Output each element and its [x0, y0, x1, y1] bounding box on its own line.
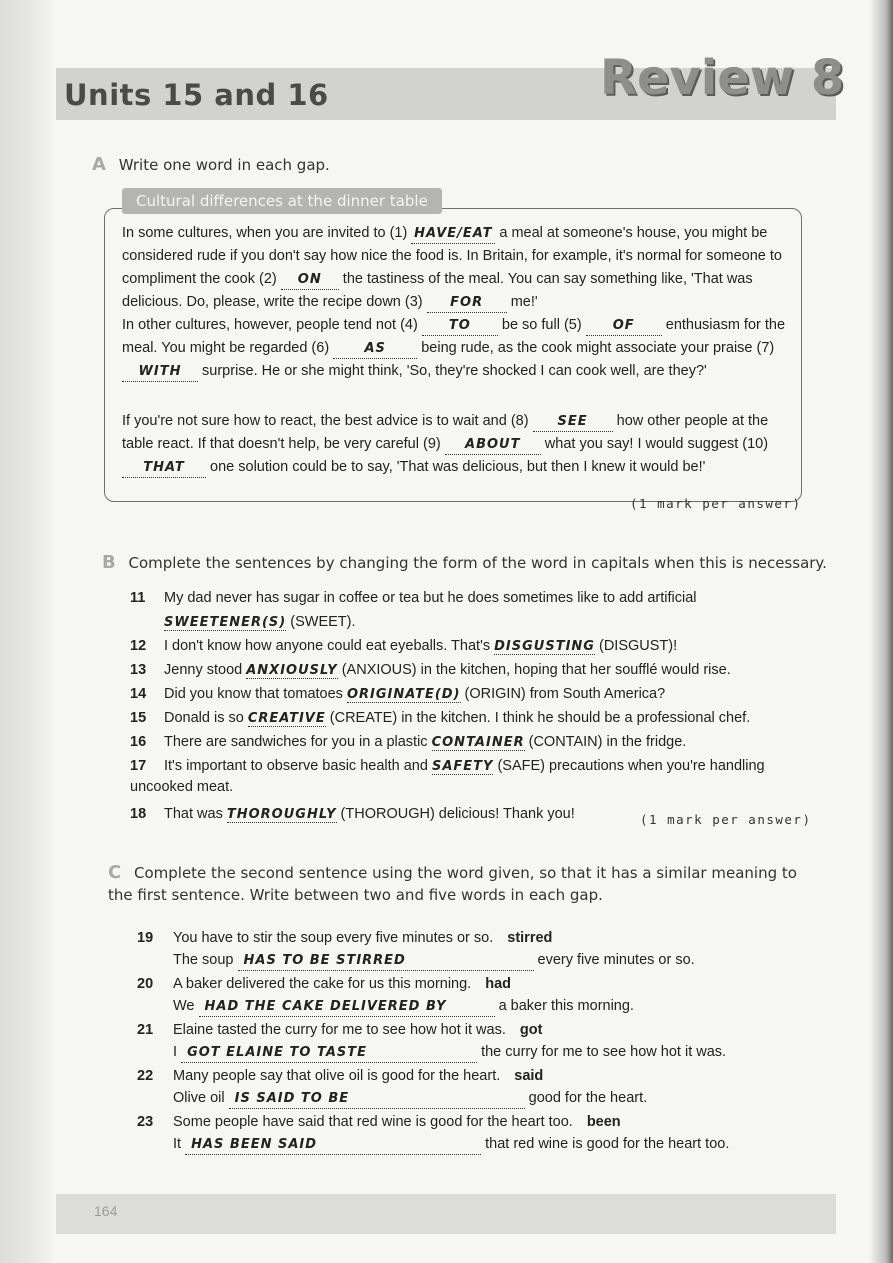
section-b-letter: B: [102, 552, 116, 573]
question-number: 20: [137, 976, 154, 992]
section-c-heading: [108, 862, 798, 906]
sentence-end: good for the heart.: [528, 1090, 648, 1106]
keyword: stirred: [507, 930, 553, 946]
keyword: got: [519, 1022, 543, 1038]
question-number: 23: [137, 1114, 154, 1130]
question-text: (CREATE) in the kitchen. I think he should be a professional chef.: [329, 710, 751, 726]
question-19: [137, 930, 787, 971]
second-sentence: [173, 1044, 787, 1063]
text-segment: surprise. He or she might think, 'So, they're shocked I can cook well, are they?': [202, 363, 707, 379]
question-number: 16: [130, 734, 147, 750]
keyword: been: [586, 1114, 621, 1130]
answer-field[interactable]: HAD THE CAKE DELIVERED BY: [199, 998, 495, 1017]
first-sentence: Many people say that olive oil is good for the heart.: [173, 1068, 501, 1084]
question-number: 12: [130, 638, 147, 654]
question-text: Donald is so: [164, 710, 244, 726]
gap-2[interactable]: ON: [281, 271, 339, 290]
gap-4[interactable]: TO: [422, 317, 498, 336]
second-sentence: [173, 998, 787, 1017]
section-b-instruction: Complete the sentences by changing the form of the word in capitals when this is necessary.: [128, 554, 827, 572]
sentence-start: The soup: [173, 952, 234, 968]
sentence-end: the curry for me to see how hot it was.: [481, 1044, 727, 1060]
paragraph-2: [122, 314, 788, 383]
text-segment: being rude, as the cook might associate your praise (7): [421, 340, 775, 356]
answer-field[interactable]: ANXIOUSLY: [246, 663, 338, 678]
gap-3[interactable]: FOR: [427, 294, 507, 313]
question-15: [130, 708, 800, 729]
question-number: 11: [130, 590, 146, 606]
section-b-marks: (1 mark per answer): [640, 812, 812, 827]
question-number: 19: [137, 930, 154, 946]
sentence-end: a baker this morning.: [498, 998, 634, 1014]
question-14: [130, 684, 800, 705]
gap-8[interactable]: SEE: [533, 413, 613, 432]
review-heading: Review 8: [600, 50, 845, 106]
sentence-start: I: [173, 1044, 178, 1060]
question-text: Did you know that tomatoes: [164, 686, 343, 702]
answer-field[interactable]: ORIGINATE(D): [346, 687, 461, 702]
question-text: There are sandwiches for you in a plastic: [164, 734, 428, 750]
sentence-start: It: [173, 1136, 182, 1152]
answer-field[interactable]: THOROUGHLY: [226, 807, 337, 822]
question-20: [137, 976, 787, 1017]
question-22: [137, 1068, 787, 1109]
question-12: [130, 636, 800, 657]
text-segment: how other people at the table react. If that doesn't help, be very careful (9): [122, 413, 769, 452]
question-text: (CONTAIN) in the fridge.: [528, 734, 687, 750]
section-c-letter: C: [108, 862, 122, 883]
question-number: 18: [130, 806, 147, 822]
second-sentence: [173, 1090, 787, 1109]
scan-shadow-left: [0, 0, 56, 1263]
question-number: 13: [130, 662, 147, 678]
first-sentence: You have to stir the soup every five minutes or so.: [173, 930, 494, 946]
text-segment: In some cultures, when you are invited to (1): [122, 225, 408, 241]
question-text: My dad never has sugar in coffee or tea but he does sometimes like to add artificial: [164, 590, 697, 606]
answer-field[interactable]: HAS TO BE STIRRED: [238, 952, 534, 971]
footer-band: [56, 1194, 836, 1234]
gap-9[interactable]: ABOUT: [445, 436, 541, 455]
gap-7[interactable]: WITH: [122, 363, 198, 382]
answer-field[interactable]: CONTAINER: [431, 735, 525, 750]
answer-field[interactable]: DISGUSTING: [494, 639, 595, 654]
question-13: [130, 660, 800, 681]
first-sentence: A baker delivered the cake for us this morning.: [173, 976, 472, 992]
question-number: 14: [130, 686, 147, 702]
gap-10[interactable]: THAT: [122, 459, 206, 478]
first-sentence: Some people have said that red wine is good for the heart too.: [173, 1114, 573, 1130]
question-11: [130, 588, 800, 633]
question-21: [137, 1022, 787, 1063]
question-16: [130, 732, 800, 753]
first-sentence: Elaine tasted the curry for me to see how hot it was.: [173, 1022, 506, 1038]
scan-shadow-right: [869, 0, 893, 1263]
units-heading: Units 15 and 16: [64, 78, 329, 112]
text-segment: be so full (5): [501, 317, 582, 333]
sentence-end: every five minutes or so.: [537, 952, 695, 968]
sentence-end: that red wine is good for the heart too.: [485, 1136, 730, 1152]
page-number: 164: [94, 1203, 118, 1219]
question-text: (DISGUST)!: [599, 638, 678, 654]
keyword: said: [514, 1068, 544, 1084]
question-text: It's important to observe basic health and: [164, 758, 428, 774]
question-text: Jenny stood: [164, 662, 243, 678]
gap-6[interactable]: AS: [333, 340, 417, 359]
sentence-start: Olive oil: [173, 1090, 225, 1106]
question-text: (SAFE) precautions when you're handling uncooked meat.: [130, 758, 765, 795]
answer-field[interactable]: HAS BEEN SAID: [185, 1136, 481, 1155]
section-c-instruction: Complete the second sentence using the word given, so that it has a similar meaning to the first sentence. Write between two and five words in each gap.: [108, 864, 797, 904]
question-text: (SWEET).: [290, 614, 356, 630]
question-number: 22: [137, 1068, 154, 1084]
question-text: (THOROUGH) delicious! Thank you!: [340, 806, 575, 822]
section-a-letter: A: [92, 154, 106, 175]
text-segment: If you're not sure how to react, the best advice is to wait and (8): [122, 413, 529, 429]
text-segment: one solution could be to say, 'That was delicious, but then I knew it would be!': [210, 459, 706, 475]
answer-field[interactable]: SAFETY: [431, 759, 494, 774]
text-segment: the tastiness of the meal. You can say something like, 'That was delicious. Do, please, write the recipe down (3): [122, 271, 753, 310]
answer-field[interactable]: IS SAID TO BE: [229, 1090, 525, 1109]
answer-field[interactable]: SWEETENER(S): [164, 615, 287, 630]
section-a-instruction: Write one word in each gap.: [118, 156, 330, 174]
second-sentence: [173, 1136, 787, 1155]
text-segment: enthusiasm for the meal. You might be regarded (6): [122, 317, 786, 356]
question-number: 17: [130, 758, 147, 774]
text-segment: what you say! I would suggest (10): [544, 436, 769, 452]
answer-field[interactable]: CREATIVE: [247, 711, 326, 726]
question-17: [130, 756, 800, 797]
question-number: 15: [130, 710, 147, 726]
question-text: That was: [164, 806, 223, 822]
question-text: I don't know how anyone could eat eyeballs. That's: [164, 638, 491, 654]
paragraph-3: [122, 410, 788, 479]
second-sentence: [173, 952, 787, 971]
section-a-marks: (1 mark per answer): [630, 496, 802, 511]
question-23: [137, 1114, 787, 1155]
text-title: Cultural differences at the dinner table: [122, 188, 442, 214]
section-a-heading: [92, 154, 330, 175]
gap-1[interactable]: HAVE/EAT: [411, 225, 495, 244]
paragraph-1: [122, 222, 788, 314]
text-segment: a meal at someone's house, you might be considered rude if you don't say how nice the food is. In Britain, for example, it's normal for someone to compliment the cook (2): [122, 225, 782, 287]
question-number: 21: [137, 1022, 154, 1038]
sentence-start: We: [173, 998, 195, 1014]
question-text: (ORIGIN) from South America?: [464, 686, 666, 702]
text-segment: me!': [510, 294, 538, 310]
keyword: had: [485, 976, 511, 992]
answer-field[interactable]: GOT ELAINE TO TASTE: [181, 1044, 477, 1063]
section-b-heading: [102, 552, 827, 573]
text-segment: In other cultures, however, people tend not (4): [122, 317, 418, 333]
gap-5[interactable]: OF: [586, 317, 662, 336]
question-text: (ANXIOUS) in the kitchen, hoping that her soufflé would rise.: [341, 662, 731, 678]
